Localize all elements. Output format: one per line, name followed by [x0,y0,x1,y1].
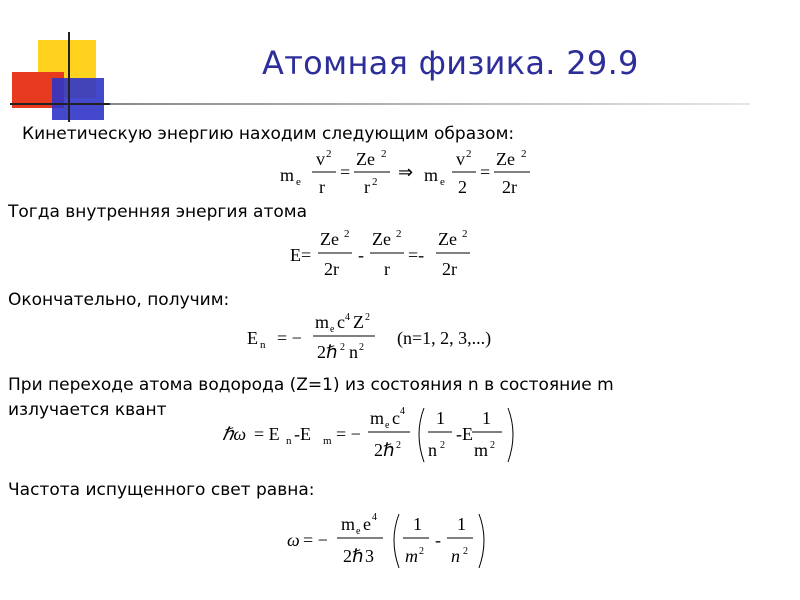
svg-text:2: 2 [466,148,472,160]
equation-kinetic-energy [278,145,538,201]
svg-text:2: 2 [396,228,402,240]
kinetic-energy-text: Кинетическую энергию находим следующим образом: [22,124,515,144]
svg-text:4: 4 [372,512,377,523]
svg-text:v: v [456,149,465,169]
svg-text:=-: =- [408,245,425,265]
svg-text:c: c [392,408,400,428]
svg-text:2: 2 [344,228,350,240]
svg-text:=: = [480,162,491,182]
svg-text:e: e [363,514,371,534]
svg-text:2: 2 [381,148,387,160]
svg-text:1: 1 [436,408,445,428]
svg-text:3: 3 [365,546,374,566]
equation-energy-levels [245,308,525,368]
svg-text:2: 2 [419,546,424,557]
svg-text:2r: 2r [324,259,339,279]
svg-text:2: 2 [463,546,468,557]
svg-text:⇒: ⇒ [398,162,414,182]
svg-text:m: m [424,165,439,185]
svg-text:m: m [341,514,356,534]
finally-text: Окончательно, получим: [8,290,230,310]
svg-text:2: 2 [326,148,332,160]
svg-text:2: 2 [359,342,364,353]
transition-text-line2: излучается квант [8,400,167,420]
svg-text:2: 2 [372,176,378,188]
svg-text:E=: E= [290,245,312,265]
svg-text:Ze: Ze [496,149,515,169]
svg-text:m: m [405,546,418,566]
svg-text:2r: 2r [502,177,517,197]
svg-text:ℏω: ℏω [222,424,247,444]
svg-text:2: 2 [365,312,370,323]
svg-text:2: 2 [462,228,468,240]
svg-text:m: m [474,440,489,460]
svg-text:r: r [364,177,370,197]
svg-text:1: 1 [457,514,466,534]
svg-text:2: 2 [440,440,445,451]
svg-text:(n=1, 2, 3,...): (n=1, 2, 3,...) [397,328,492,348]
svg-text:m: m [370,408,385,428]
svg-text:n: n [260,339,266,351]
svg-text:4: 4 [400,406,405,417]
title-underline-rule [110,103,750,105]
equation-internal-energy [288,225,488,285]
internal-energy-text: Тогда внутренняя энергия атома [8,202,307,222]
svg-text:Ze: Ze [438,229,457,249]
svg-text:= −: = − [336,424,361,444]
svg-text:1: 1 [413,514,422,534]
svg-text:e: e [330,324,335,335]
svg-text:n: n [428,440,437,460]
svg-text:Ze: Ze [372,229,391,249]
svg-text:ω: ω [287,530,300,550]
svg-text:n: n [286,435,292,447]
svg-text:= −: = − [277,328,302,348]
svg-text:2ℏ: 2ℏ [374,440,395,460]
slide-title: Атомная физика. 29.9 [262,44,639,82]
svg-text:m: m [280,165,295,185]
svg-text:r: r [384,259,390,279]
svg-text:-E: -E [456,424,473,444]
svg-text:m: m [323,435,332,447]
svg-text:m: m [315,312,330,332]
svg-text:-: - [435,530,441,550]
svg-text:= −: = − [303,530,328,550]
svg-text:Ze: Ze [356,149,375,169]
svg-text:-E: -E [294,424,311,444]
svg-text:2: 2 [521,148,527,160]
svg-text:2: 2 [490,440,495,451]
svg-text:2: 2 [396,440,401,451]
svg-text:e: e [356,526,361,537]
svg-text:4: 4 [345,312,350,323]
svg-text:e: e [440,176,445,188]
svg-text:= E: = E [254,424,280,444]
svg-text:2: 2 [340,342,345,353]
equation-frequency [285,508,515,574]
deco-vertical-line [68,32,70,122]
svg-text:c: c [337,312,345,332]
svg-text:Ze: Ze [320,229,339,249]
svg-text:e: e [385,420,390,431]
svg-text:2ℏ: 2ℏ [343,546,364,566]
equation-quantum-energy [220,402,530,468]
svg-text:v: v [316,149,325,169]
svg-text:-: - [358,245,364,265]
svg-text:1: 1 [482,408,491,428]
transition-text-line1: При переходе атома водорода (Z=1) из состояния n в состояние m [8,375,614,395]
svg-text:2r: 2r [442,259,457,279]
svg-text:Z: Z [353,312,364,332]
svg-text:E: E [247,328,258,348]
deco-blue-square [52,78,104,120]
svg-text:e: e [296,176,301,188]
svg-text:n: n [349,342,358,362]
svg-text:2ℏ: 2ℏ [317,342,338,362]
svg-text:2: 2 [458,177,467,197]
frequency-text: Частота испущенного свет равна: [8,480,315,500]
svg-text:=: = [340,162,351,182]
svg-text:r: r [319,177,325,197]
deco-horizontal-line [10,103,110,105]
svg-text:n: n [451,546,460,566]
